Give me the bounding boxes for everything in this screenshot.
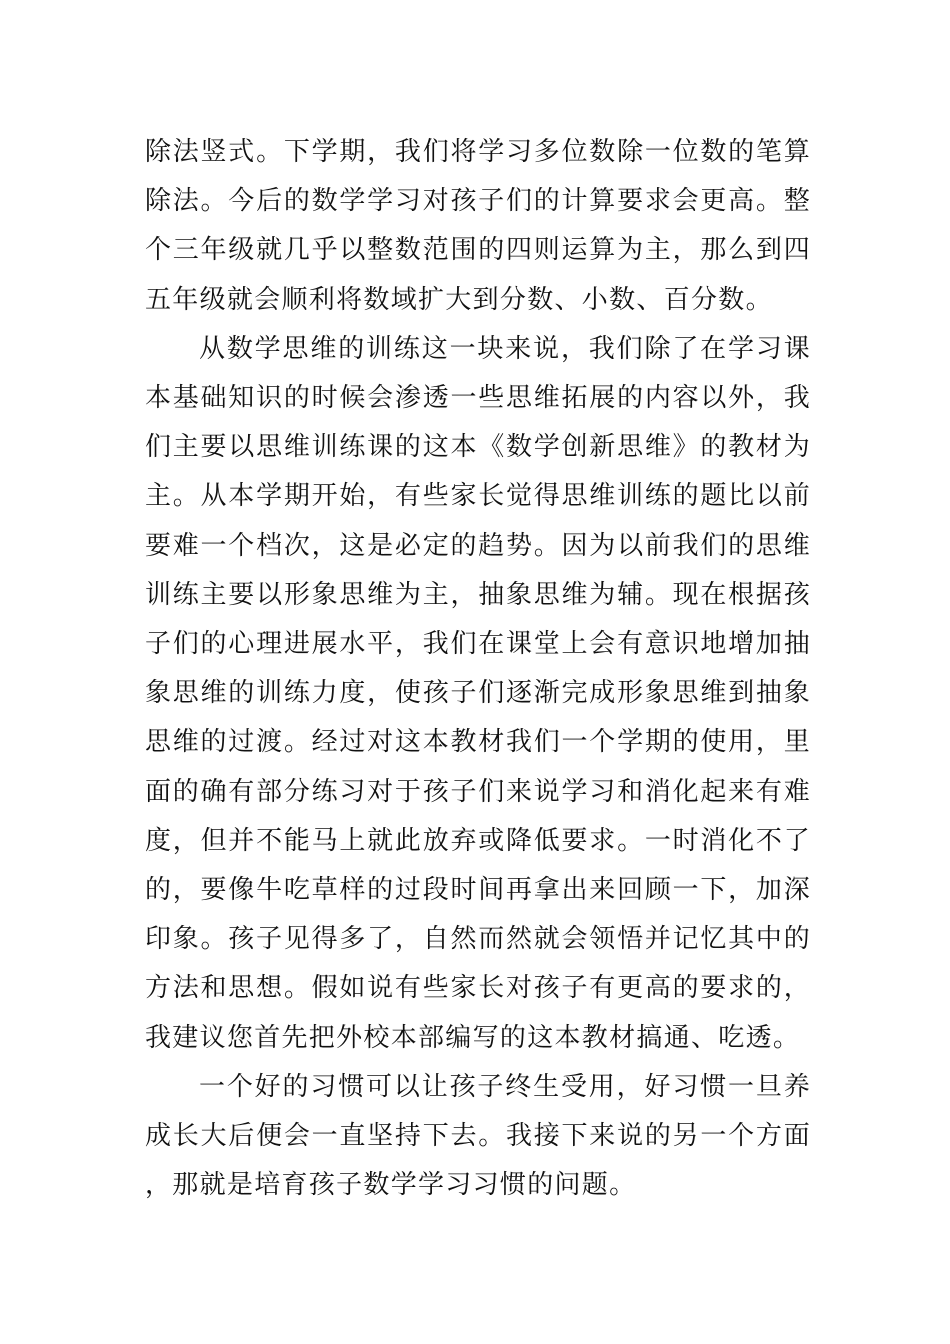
paragraph-continuation: 除法竖式。下学期，我们将学习多位数除一位数的笔算除法。今后的数学学习对孩子们的计算要求会更高。整个三年级就几乎以整数范围的四则运算为主，那么到四五年级就会顺利将数域扩大到分数、小数、百分数。 (145, 137, 811, 315)
paragraph-math-thinking: 从数学思维的训练这一块来说，我们除了在学习课本基础知识的时候会渗透一些思维拓展的内容以外，我们主要以思维训练课的这本《数学创新思维》的教材为主。从本学期开始，有些家长觉得思维训练的题比以前要难一个档次，这是必定的趋势。因为以前我们的思维训练主要以形象思维为主，抽象思维为辅。现在根据孩子们的心理进展水平，我们在课堂上会有意识地增加抽象思维的训练力度，使孩子们逐渐完成形象思维到抽象思维的过渡。经过对这本教材我们一个学期的使用，里面的确有部分练习对于孩子们来说学习和消化起来有难度，但并不能马上就此放弃或降低要求。一时消化不了的，要像牛吃草样的过段时间再拿出来回顾一下，加深印象。孩子见得多了，自然而然就会领悟并记忆其中的方法和思想。假如说有些家长对孩子有更高的要求的，我建议您首先把外校本部编写的这本教材搞通、吃透。 (145, 333, 811, 1053)
document-body (145, 128, 811, 1210)
paragraph-good-habits: 一个好的习惯可以让孩子终生受用，好习惯一旦养成长大后便会一直坚持下去。我接下来说的另一个方面，那就是培育孩子数学学习习惯的问题。 (145, 1071, 811, 1201)
